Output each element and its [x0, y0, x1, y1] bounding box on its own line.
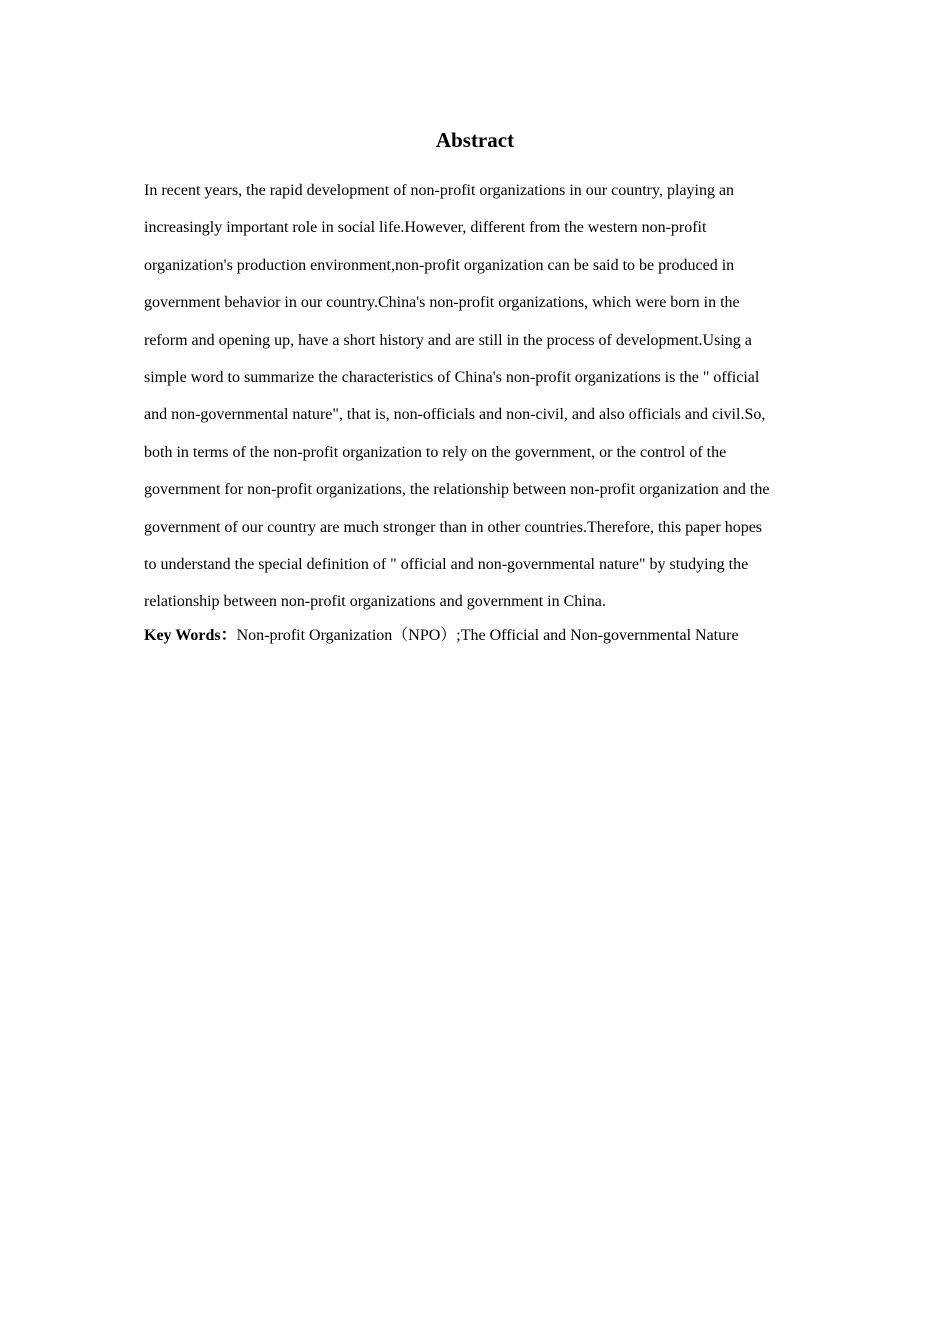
- keywords-paragraph: [144, 624, 844, 648]
- abstract-line: to understand the special definition of " official and non-governmental nature" by studying the: [144, 556, 749, 574]
- abstract-line: government of our country are much stronger than in other countries.Therefore, this paper hopes: [144, 518, 763, 536]
- page-title: Abstract: [435, 128, 515, 152]
- abstract-line: simple word to summarize the characteristics of China's non-profit organizations is the " official: [144, 369, 760, 387]
- keywords-label: Key Words：: [144, 627, 237, 644]
- abstract-line: both in terms of the non-profit organization to rely on the government, or the control of the: [144, 443, 727, 461]
- abstract-line: increasingly important role in social life.However, different from the western non-profit: [144, 219, 707, 237]
- abstract-line: government behavior in our country.China's non-profit organizations, which were born in the: [144, 294, 740, 312]
- abstract-line: government for non-profit organizations, the relationship between non-profit organization and the: [144, 481, 770, 499]
- abstract-line: relationship between non-profit organizations and government in China.: [144, 593, 606, 611]
- abstract-line: In recent years, the rapid development of non-profit organizations in our country, playing an: [144, 182, 735, 199]
- abstract-line: reform and opening up, have a short history and are still in the process of development.Using a: [144, 331, 752, 349]
- abstract-body: [144, 172, 806, 621]
- abstract-line: organization's production environment,non-profit organization can be said to be produced in: [144, 256, 735, 274]
- keywords-text: Non-profit Organization（NPO）;The Official and Non-governmental Nature: [236, 627, 739, 644]
- abstract-line: and non-governmental nature", that is, non-officials and non-civil, and also officials and civil.So,: [144, 406, 766, 424]
